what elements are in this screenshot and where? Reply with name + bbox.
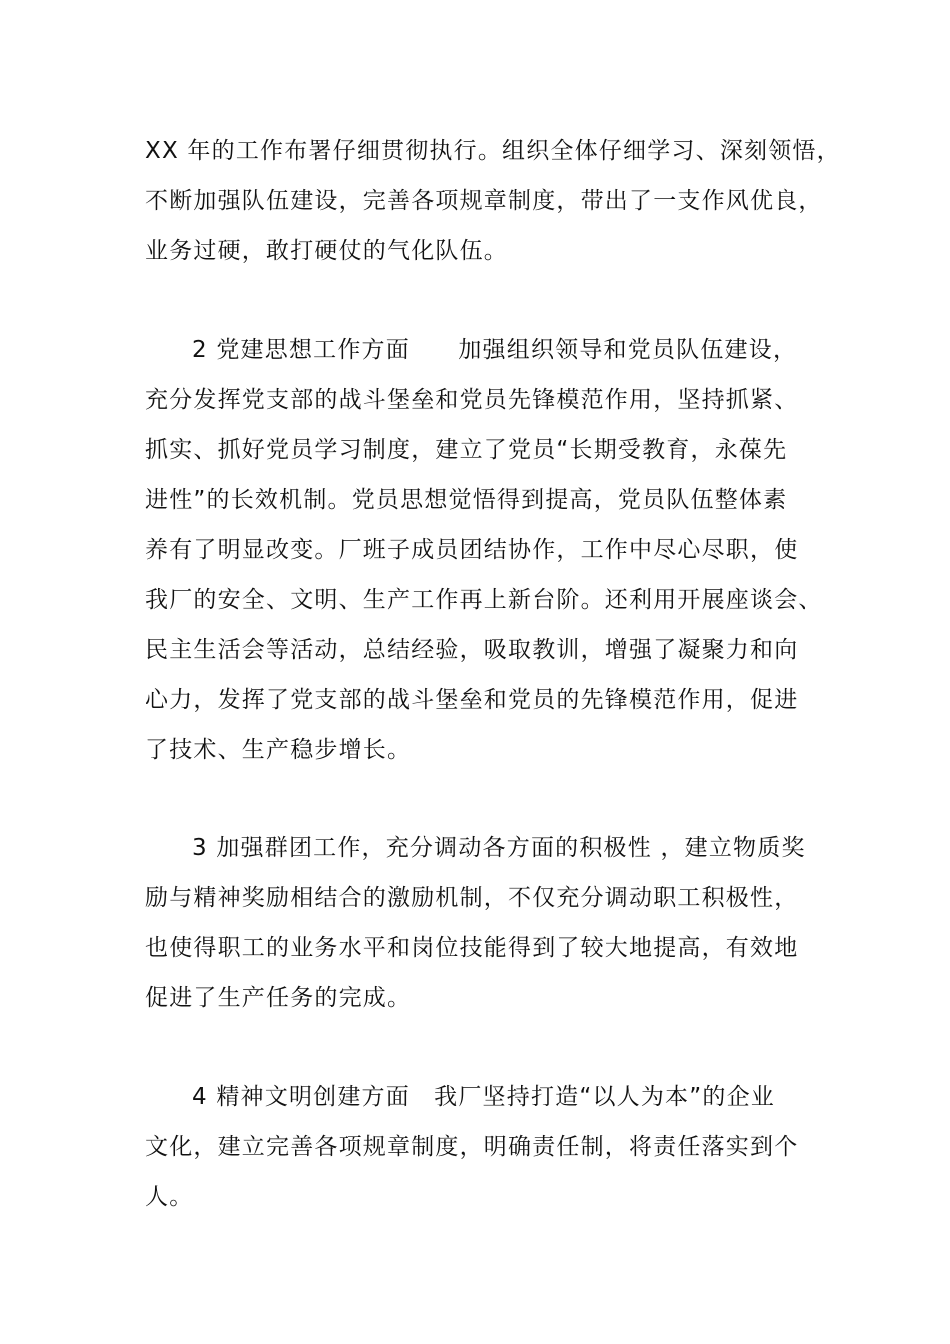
paragraph-2-line-8: 心力，发挥了党支部的战斗堡垒和党员的先锋模范作用，促进 bbox=[145, 687, 799, 713]
paragraph-3-line-4: 促进了生产任务的完成。 bbox=[145, 985, 412, 1011]
paragraph-2-line-9: 了技术、生产稳步增长。 bbox=[145, 737, 412, 763]
paragraph-1-line-1: XX 年的工作布署仔细贯彻执行。组织全体仔细学习、深刻领悟， bbox=[145, 138, 841, 164]
paragraph-2-line-1: 2 党建思想工作方面 加强组织领导和党员队伍建设， bbox=[192, 337, 798, 363]
paragraph-2-line-6: 我厂的安全、文明、生产工作再上新台阶。还利用开展座谈会、 bbox=[145, 587, 823, 613]
paragraph-2-line-5: 养有了明显改变。厂班子成员团结协作，工作中尽心尽职，使 bbox=[145, 537, 799, 563]
paragraph-3-line-2: 励与精神奖励相结合的激励机制，不仅充分调动职工积极性， bbox=[145, 885, 799, 911]
paragraph-2-line-7: 民主生活会等活动，总结经验，吸取教训，增强了凝聚力和向 bbox=[145, 637, 799, 663]
paragraph-4-line-3: 人。 bbox=[145, 1184, 194, 1210]
paragraph-1-line-2: 不断加强队伍建设，完善各项规章制度，带出了一支作风优良， bbox=[145, 188, 823, 214]
paragraph-2-line-2: 充分发挥党支部的战斗堡垒和党员先锋模范作用，坚持抓紧、 bbox=[145, 387, 799, 413]
paragraph-2-line-4: 进性”的长效机制。党员思想觉悟得到提高，党员队伍整体素 bbox=[145, 487, 788, 513]
paragraph-1-line-3: 业务过硬，敢打硬仗的气化队伍。 bbox=[145, 238, 508, 264]
paragraph-3-line-3: 也使得职工的业务水平和岗位技能得到了较大地提高，有效地 bbox=[145, 935, 799, 961]
paragraph-3-line-1: 3 加强群团工作，充分调动各方面的积极性 ，建立物质奖 bbox=[192, 835, 806, 861]
paragraph-2-line-3: 抓实、抓好党员学习制度，建立了党员“长期受教育，永葆先 bbox=[145, 437, 788, 463]
paragraph-4-line-1: 4 精神文明创建方面 我厂坚持打造“以人为本”的企业 bbox=[192, 1084, 775, 1110]
paragraph-4-line-2: 文化，建立完善各项规章制度，明确责任制，将责任落实到个 bbox=[145, 1134, 799, 1160]
